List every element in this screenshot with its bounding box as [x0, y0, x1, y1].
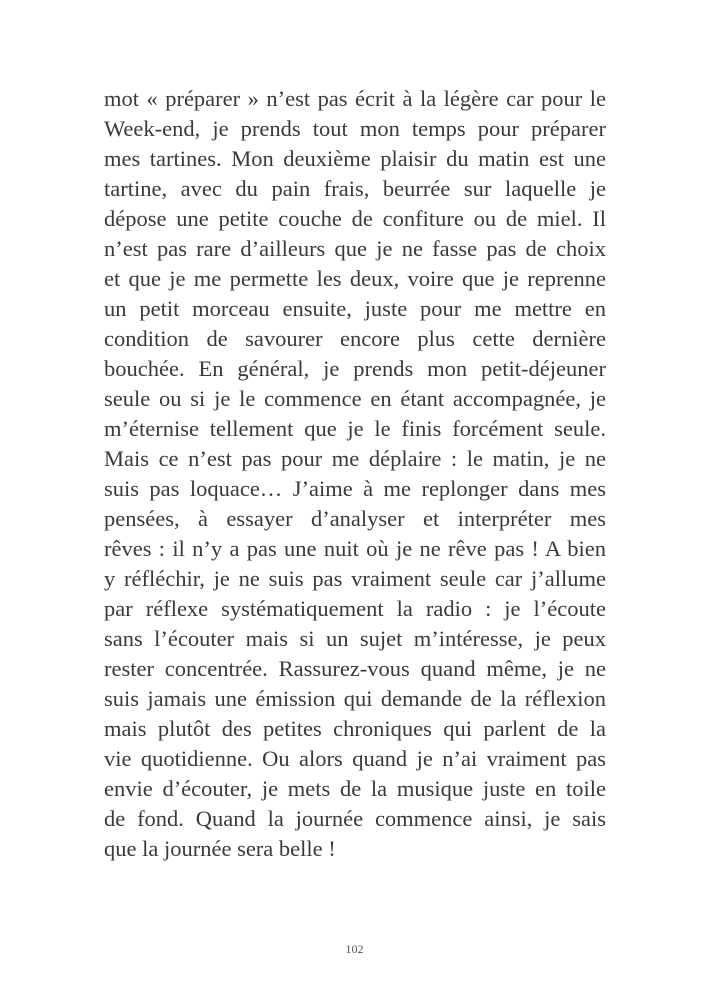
text-line: Week-end, je prends tout mon temps pour préparer [104, 116, 606, 141]
text-line: suis jamais une émission qui demande de la réflexion [104, 686, 606, 711]
text-line: dépose une petite couche de confiture ou de miel. Il [104, 206, 606, 231]
text-line: bouchée. En général, je prends mon petit-déjeuner [104, 356, 606, 381]
text-line: rêves : il n’y a pas une nuit où je ne rêve pas ! A bien [104, 536, 606, 561]
text-line: sans l’écouter mais si un sujet m’intéresse, je peux [104, 626, 606, 651]
text-line: condition de savourer encore plus cette dernière [104, 326, 606, 351]
text-line: vie quotidienne. Ou alors quand je n’ai vraiment pas [104, 746, 606, 771]
body-text [104, 84, 606, 864]
text-line: rester concentrée. Rassurez-vous quand même, je ne [104, 656, 606, 681]
text-line: m’éternise tellement que je le finis forcément seule. [104, 416, 606, 441]
text-line: et que je me permette les deux, voire que je reprenne [104, 266, 606, 291]
text-line: mais plutôt des petites chroniques qui parlent de la [104, 716, 606, 741]
text-line: tartine, avec du pain frais, beurrée sur laquelle je [104, 176, 606, 201]
text-line: pensées, à essayer d’analyser et interpréter mes [104, 506, 606, 531]
text-line: n’est pas rare d’ailleurs que je ne fasse pas de choix [104, 236, 606, 261]
text-line: de fond. Quand la journée commence ainsi, je sais [104, 806, 606, 831]
page-number: 102 [345, 942, 364, 956]
text-line: un petit morceau ensuite, juste pour me mettre en [104, 296, 606, 321]
text-line: suis pas loquace… J’aime à me replonger dans mes [104, 476, 606, 501]
text-line: envie d’écouter, je mets de la musique juste en toile [104, 776, 606, 801]
text-line: que la journée sera belle ! [104, 836, 336, 861]
text-line: Mais ce n’est pas pour me déplaire : le matin, je ne [104, 446, 606, 471]
text-line: y réfléchir, je ne suis pas vraiment seule car j’allume [104, 566, 606, 591]
text-line: mes tartines. Mon deuxième plaisir du matin est une [104, 146, 606, 171]
text-line: par réflexe systématiquement la radio : je l’écoute [104, 596, 606, 621]
text-line: mot « préparer » n’est pas écrit à la légère car pour le [104, 86, 606, 111]
text-line: seule ou si je le commence en étant accompagnée, je [104, 386, 606, 411]
